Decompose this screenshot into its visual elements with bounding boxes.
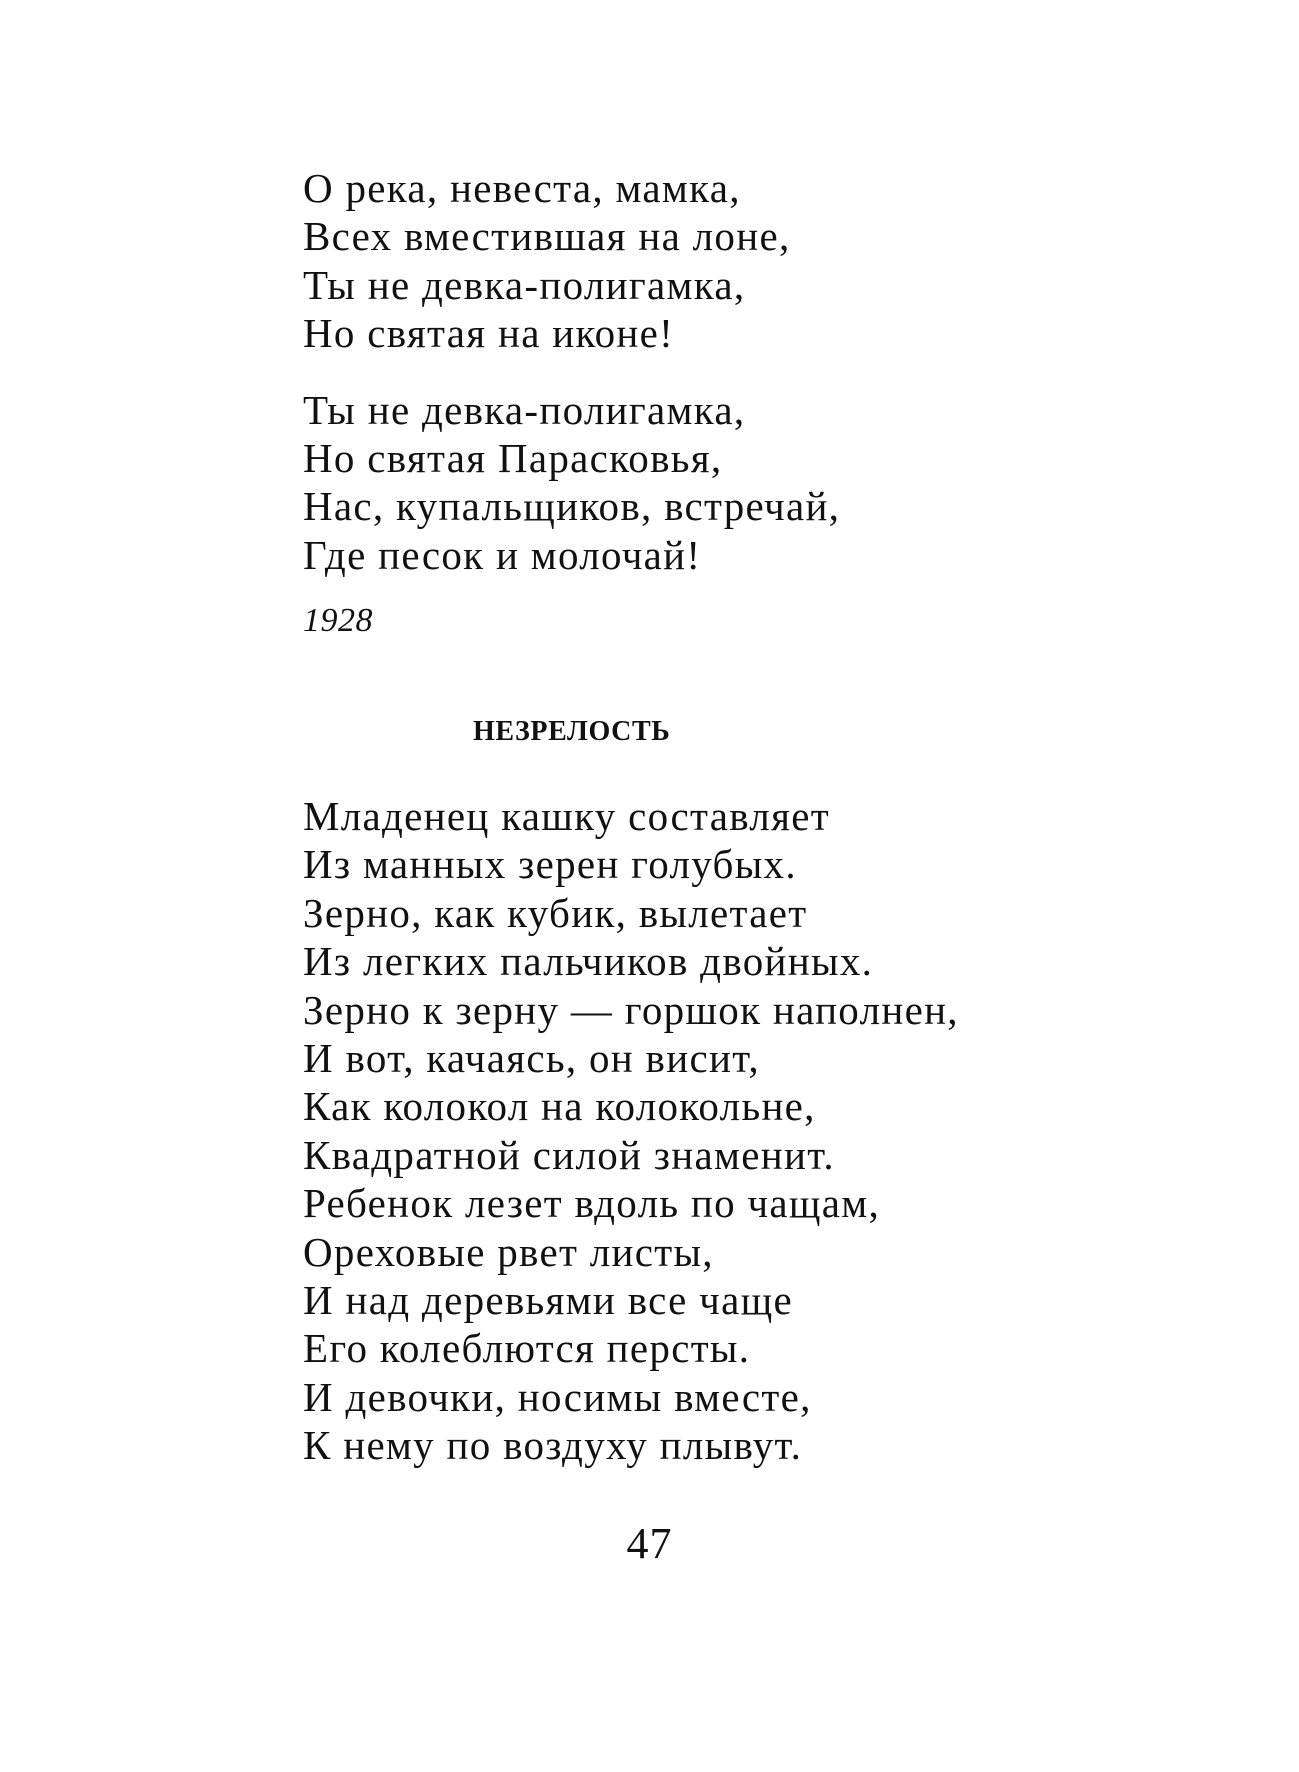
verse-line: Его колеблются персты. xyxy=(303,1325,751,1372)
page-number: 47 xyxy=(626,1519,673,1568)
stanza-gap xyxy=(303,358,1083,386)
verse-line: И вот, качаясь, он висит, xyxy=(303,1035,760,1082)
verse-line: Всех вместившая на лоне, xyxy=(303,213,791,260)
verse-line: И над деревьями все чаще xyxy=(303,1277,793,1324)
verse-line: Из манных зерен голубых. xyxy=(303,841,797,888)
verse-line: Ты не девка-полигамка, xyxy=(303,386,746,433)
verse-line: Ореховые рвет листы, xyxy=(303,1228,714,1275)
poem-river-stanza-2 xyxy=(303,386,1083,580)
verse-line: И девочки, носимы вместе, xyxy=(303,1373,812,1420)
verse-line: К нему по воздуху плывут. xyxy=(303,1422,803,1469)
verse-line: Ты не девка-полигамка, xyxy=(303,261,746,308)
verse-line: Зерно к зерну — горшок наполнен, xyxy=(303,986,959,1033)
verse-line: Из легких пальчиков двойных. xyxy=(303,938,874,985)
verse-line: Как колокол на колокольне, xyxy=(303,1083,816,1130)
verse-line: Но святая Парасковья, xyxy=(303,435,723,482)
verse-line: Зерно, как кубик, вылетает xyxy=(303,889,808,936)
poem-river-stanza-1 xyxy=(303,164,1083,358)
poem-date: 1928 xyxy=(303,602,373,640)
verse-line: Нас, купальщиков, встречай, xyxy=(303,483,841,530)
verse-line: Где песок и молочай! xyxy=(303,531,702,578)
poem-title: НЕЗРЕЛОСТЬ xyxy=(473,716,671,747)
verse-line: Ребенок лезет вдоль по чащам, xyxy=(303,1180,881,1227)
verse-line: Квадратной силой знаменит. xyxy=(303,1131,835,1178)
poem-immaturity xyxy=(303,792,1083,1470)
verse-line: О река, невеста, мамка, xyxy=(303,165,741,211)
verse-line: Младенец кашку составляет xyxy=(303,793,830,839)
poem-river xyxy=(303,164,1083,641)
verse-line: Но святая на иконе! xyxy=(303,310,675,357)
